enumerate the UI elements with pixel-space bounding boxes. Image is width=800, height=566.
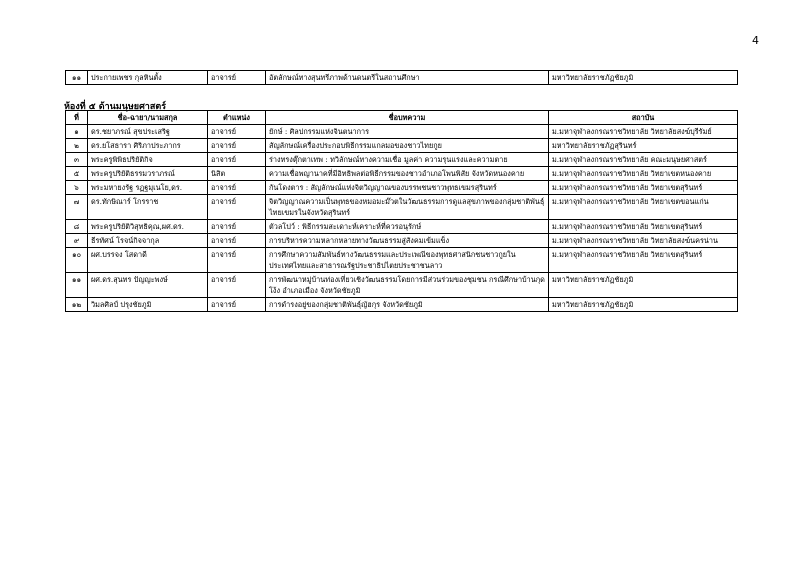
cell-position: อาจารย์: [208, 139, 266, 153]
cell-name: ผศ.บรรจง โสดาดี: [88, 248, 208, 273]
cell-no: ๗: [66, 195, 88, 220]
cell-institution: มหาวิทยาลัยราชภัฏชัยภูมิ: [549, 298, 738, 312]
cell-no: ๙: [66, 234, 88, 248]
header-title: ชื่อบทความ: [266, 111, 549, 125]
cell-institution: มหาวิทยาลัยราชภัฏชัยภูมิ: [549, 273, 738, 298]
cell-institution: ม.มหาจุฬาลงกรณราชวิทยาลัย วิทยาเขตหนองคาย: [549, 167, 738, 181]
cell-title: ร่างทรงตุ๊กตาเทพ : ทวิลักษณ์ทางความเชื่อ มูลค่า ความรุนแรงและความตาย: [266, 153, 549, 167]
cell-institution: ม.มหาจุฬาลงกรณราชวิทยาลัย วิทยาเขตสุรินทร์: [549, 220, 738, 234]
table-row: [66, 167, 738, 181]
table-row: [66, 273, 738, 298]
cell-institution: ม.มหาจุฬาลงกรณราชวิทยาลัย วิทยาเขตสุรินทร์: [549, 248, 738, 273]
table-row: [66, 71, 738, 85]
cell-position: อาจารย์: [208, 220, 266, 234]
table-row: [66, 125, 738, 139]
cell-name: ธีรทัศน์ โรจน์กิจจากุล: [88, 234, 208, 248]
cell-no: ๕: [66, 167, 88, 181]
cell-name: พระครูปริยัติวิสุทธิคุณ,ผศ.ดร.: [88, 220, 208, 234]
cell-position: อาจารย์: [208, 71, 266, 85]
cell-name: ดร.ทักษิณาร์ โกรราช: [88, 195, 208, 220]
cell-title: การดำรงอยู่ของกลุ่มชาติพันธุ์ญัฮกุร จังหวัดชัยภูมิ: [266, 298, 549, 312]
cell-title: ตัวลโปว์ : พิธีกรรมสะเดาะห์เคราะห์ที่ควรอนุรักษ์: [266, 220, 549, 234]
cell-no: ๖: [66, 181, 88, 195]
table-row: [66, 181, 738, 195]
cell-title: ความเชื่อพญานาคที่มีอิทธิพลต่อพิธีกรรมของชาวอำเภอโพนพิสัย จังหวัดหนองคาย: [266, 167, 549, 181]
header-position: ตำแหน่ง: [208, 111, 266, 125]
cell-title: การบริหารความหลากหลายทางวัฒนธรรมสู่สังคมเข้มแข็ง: [266, 234, 549, 248]
cell-position: อาจารย์: [208, 181, 266, 195]
cell-institution: ม.มหาจุฬาลงกรณราชวิทยาลัย คณะมนุษยศาสตร์: [549, 153, 738, 167]
cell-position: อาจารย์: [208, 248, 266, 273]
cell-position: อาจารย์: [208, 153, 266, 167]
page-number: 4: [752, 34, 759, 47]
cell-name: ผศ.ดร.สุนทร ปัญญะพงษ์: [88, 273, 208, 298]
cell-no: ๑๒: [66, 298, 88, 312]
cell-name: ประกายเพชร กุลหินตั้ง: [88, 71, 208, 85]
header-name: ชื่อ-ฉายา/นามสกุล: [88, 111, 208, 125]
cell-position: อาจารย์: [208, 273, 266, 298]
cell-no: ๑: [66, 125, 88, 139]
section-heading: ห้องที่ ๕ ด้านมนุษยศาสตร์: [64, 102, 167, 112]
cell-title: การศึกษาความสัมพันธ์ทางวัฒนธรรมและประเพณีของพุทธศาสนิกชนชาวกูยในประเทศไทยและสาธารณรัฐประชาธิปไตยประชาชนลาว: [266, 248, 549, 273]
cell-institution: ม.มหาจุฬาลงกรณราชวิทยาลัย วิทยาเขตขอนแก่น: [549, 195, 738, 220]
table-row: [66, 220, 738, 234]
cell-institution: ม.มหาจุฬาลงกรณราชวิทยาลัย วิทยาลัยสงฆ์นครน่าน: [549, 234, 738, 248]
cell-name: ดร.ชยาภรณ์ สุขประเสริฐ: [88, 125, 208, 139]
header-no: ที่: [66, 111, 88, 125]
cell-no: ๒: [66, 139, 88, 153]
cell-title: ยักษ์ : ศิลปกรรมแห่งจินตนาการ: [266, 125, 549, 139]
cell-name: วิมลศิลป์ ปรุงชัยภูมิ: [88, 298, 208, 312]
cell-title: การพัฒนาหมู่บ้านท่องเที่ยวเชิงวัฒนธรรมโดยการมีส่วนร่วมของชุมชน กรณีศึกษาบ้านกุดโง้ง อำเภอเมือง จังหวัดชัยภูมิ: [266, 273, 549, 298]
cell-institution: มหาวิทยาลัยราชภัฏสุรินทร์: [549, 139, 738, 153]
cell-position: อาจารย์: [208, 234, 266, 248]
cell-institution: มหาวิทยาลัยราชภัฏชัยภูมิ: [549, 71, 738, 85]
table-row: [66, 139, 738, 153]
cell-position: อาจารย์: [208, 195, 266, 220]
cell-position: อาจารย์: [208, 298, 266, 312]
header-institution: สถาบัน: [549, 111, 738, 125]
table-row: [66, 298, 738, 312]
cell-no: ๘: [66, 220, 88, 234]
cell-position: นิสิต: [208, 167, 266, 181]
cell-no: ๑๑: [66, 71, 88, 85]
room-5-table: [65, 110, 738, 312]
cell-no: ๓: [66, 153, 88, 167]
cell-institution: ม.มหาจุฬาลงกรณราชวิทยาลัย วิทยาลัยสงฆ์บุรีรัมย์: [549, 125, 738, 139]
cell-no: ๑๑: [66, 273, 88, 298]
cell-name: ดร.ยโสธารา ศิริภาประภากร: [88, 139, 208, 153]
table-row: [66, 195, 738, 220]
table-row: [66, 153, 738, 167]
header-row: [66, 111, 738, 125]
cell-title: กันโดงตาร : สัญลักษณ์แห่งจิตวิญญาณของบรรพชนชาวพุทธเขมรสุรินทร์: [266, 181, 549, 195]
cell-name: พระครูปริยัติธรรมวราภรณ์: [88, 167, 208, 181]
previous-room-table: [65, 70, 738, 85]
cell-title: อัตลักษณ์ทางสุนทรีภาพด้านดนตรีในสถานศึกษา: [266, 71, 549, 85]
cell-no: ๑๐: [66, 248, 88, 273]
cell-position: อาจารย์: [208, 125, 266, 139]
table-row: [66, 248, 738, 273]
cell-title: จิตวิญญาณความเป็นพุทธของหมอมะม๊วตในวัฒนธรรมการดูแลสุขภาพของกลุ่มชาติพันธุ์ไทยเขมรในจังหวัดสุรินทร์: [266, 195, 549, 220]
cell-name: พระครูพิพิธปริยัติกิจ: [88, 153, 208, 167]
cell-name: พระมหายงรัฐ รฏฐมุเนโย,ดร.: [88, 181, 208, 195]
cell-institution: ม.มหาจุฬาลงกรณราชวิทยาลัย วิทยาเขตสุรินทร์: [549, 181, 738, 195]
table-row: [66, 234, 738, 248]
cell-title: สัญลักษณ์เครื่องประกอบพิธีกรรมแกลมอของชาวไทยกูย: [266, 139, 549, 153]
